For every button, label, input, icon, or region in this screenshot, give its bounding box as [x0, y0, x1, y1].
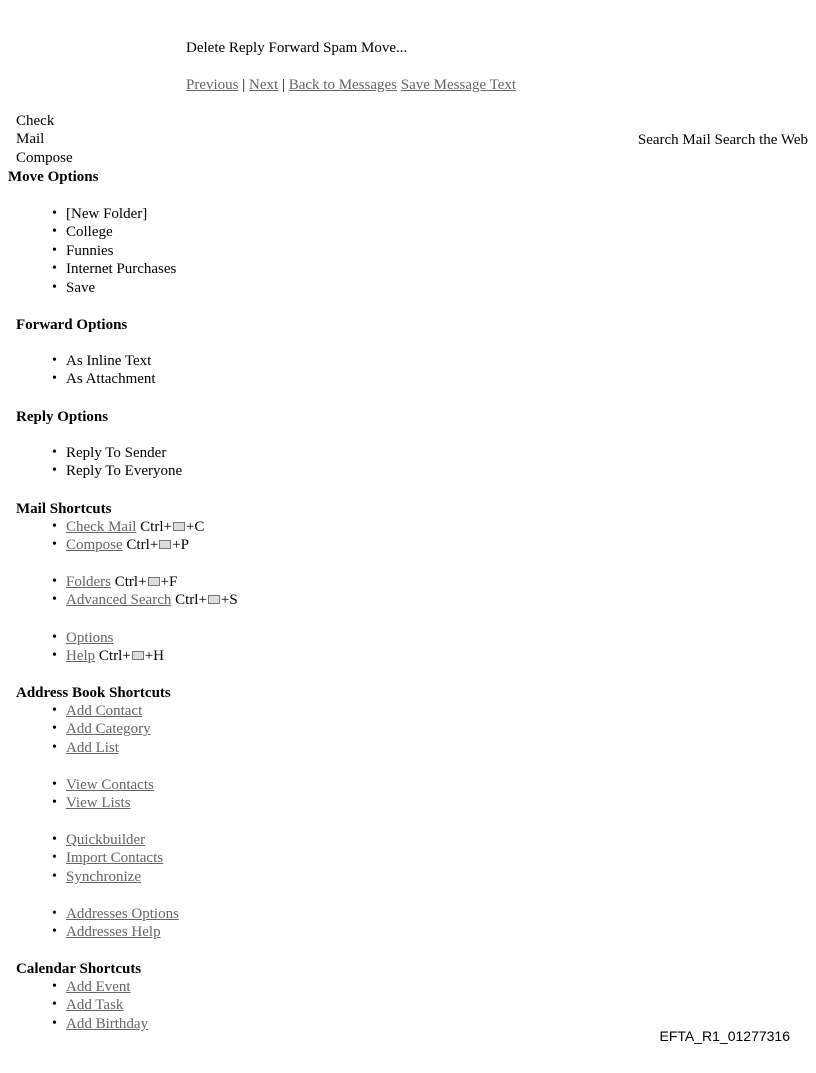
shortcut-key: Ctrl+ [114, 574, 147, 590]
address-book-list-3 [16, 831, 163, 886]
options-link[interactable]: Options [66, 630, 114, 646]
move-option-funnies[interactable]: • Funnies [16, 242, 176, 260]
help-link[interactable]: Help [66, 648, 96, 665]
list-item [16, 905, 179, 923]
addresses-options-link[interactable]: Addresses Options [66, 906, 179, 922]
shortcut-key: +S [220, 592, 238, 609]
address-book-list-1 [16, 702, 151, 757]
move-options-heading: Move Options [8, 169, 99, 185]
left-navigation [16, 112, 73, 167]
move-option-new-folder[interactable]: • [New Folder] [16, 205, 176, 223]
list-item [16, 739, 151, 757]
forward-inline-option[interactable]: • As Inline Text [16, 352, 156, 370]
shortcut-key: Ctrl+ [175, 592, 207, 609]
list-item [16, 868, 163, 886]
calendar-shortcuts-heading: Calendar Shortcuts [16, 961, 142, 977]
shortcut-check-mail [16, 518, 204, 536]
nav-separator: | [242, 77, 246, 93]
search-mail-button[interactable]: Search Mail [637, 132, 711, 148]
previous-link[interactable]: Previous [186, 77, 239, 93]
addresses-help-link[interactable]: Addresses Help [66, 924, 161, 941]
move-options-list [16, 205, 176, 297]
search-bar [638, 131, 808, 149]
shortcut-options [16, 629, 164, 647]
forward-options-heading: Forward Options [16, 317, 128, 333]
shortcut-key: Ctrl+ [140, 519, 172, 535]
move-option-internet-purchases[interactable]: • Internet Purchases [16, 260, 176, 278]
mail-shortcuts-list [16, 518, 204, 555]
check-mail-link[interactable]: Check Mail [66, 519, 137, 535]
move-option-college[interactable]: • College [16, 223, 176, 241]
add-contact-link[interactable]: Add Contact [66, 703, 143, 719]
document-id-label: EFTA_R1_01277316 [659, 1028, 790, 1044]
save-message-text-link[interactable]: Save Message Text [400, 77, 517, 93]
shortcut-key: Ctrl+ [98, 648, 131, 665]
move-button[interactable]: Move... [360, 40, 408, 56]
reply-everyone-option[interactable]: • Reply To Everyone [16, 462, 182, 480]
forward-attachment-option[interactable]: • As Attachment [16, 370, 156, 388]
nav-separator: | [281, 77, 285, 93]
reply-button[interactable]: Reply [228, 40, 265, 56]
key-glyph-icon [132, 651, 144, 660]
back-to-messages-link[interactable]: Back to Messages [288, 77, 398, 93]
check-label: Check [16, 113, 55, 129]
address-book-shortcuts-heading: Address Book Shortcuts [16, 685, 171, 701]
list-item [16, 794, 154, 812]
address-book-list-4 [16, 905, 179, 942]
forward-button[interactable]: Forward [268, 40, 320, 56]
list-item [16, 978, 148, 996]
import-contacts-link[interactable]: Import Contacts [66, 850, 164, 867]
add-event-link[interactable]: Add Event [66, 979, 131, 995]
shortcut-key: +H [144, 648, 165, 665]
list-item [16, 849, 163, 867]
shortcut-folders [16, 573, 238, 591]
shortcut-key: +P [172, 537, 190, 554]
key-glyph-icon [148, 577, 160, 586]
mail-shortcuts-heading: Mail Shortcuts [16, 501, 112, 517]
add-birthday-link[interactable]: Add Birthday [66, 1015, 149, 1032]
message-navigation [186, 76, 516, 94]
reply-options-list [16, 444, 182, 481]
list-item [16, 831, 163, 849]
shortcut-key: +F [160, 574, 178, 590]
key-glyph-icon [208, 595, 220, 604]
shortcut-help [16, 647, 164, 665]
list-item [16, 996, 148, 1014]
compose-button[interactable]: Compose [16, 149, 73, 166]
reply-sender-option[interactable]: • Reply To Sender [16, 444, 182, 462]
mail-shortcuts-list-3 [16, 629, 164, 666]
quickbuilder-link[interactable]: Quickbuilder [66, 832, 146, 848]
mail-shortcuts-list-2 [16, 573, 238, 610]
reply-options-heading: Reply Options [16, 409, 109, 425]
list-item [16, 702, 151, 720]
list-item [16, 1015, 148, 1033]
address-book-list-2 [16, 776, 154, 813]
add-list-link[interactable]: Add List [66, 739, 119, 756]
view-lists-link[interactable]: View Lists [66, 795, 131, 812]
list-item [16, 720, 151, 738]
mail-label: Mail [16, 131, 45, 148]
move-option-save[interactable]: • Save [16, 279, 176, 297]
list-item [16, 776, 154, 794]
search-web-button[interactable]: Search the Web [714, 132, 808, 148]
advanced-search-link[interactable]: Advanced Search [66, 592, 172, 609]
view-contacts-link[interactable]: View Contacts [66, 777, 154, 793]
calendar-shortcuts-list [16, 978, 148, 1033]
shortcut-compose [16, 536, 204, 554]
check-mail-button[interactable] [16, 112, 73, 149]
compose-link[interactable]: Compose [66, 537, 123, 554]
forward-options-list [16, 352, 156, 389]
folders-link[interactable]: Folders [66, 574, 111, 590]
key-glyph-icon [159, 540, 171, 549]
synchronize-link[interactable]: Synchronize [66, 868, 141, 885]
list-item [16, 923, 179, 941]
spam-button[interactable]: Spam [323, 40, 358, 56]
add-category-link[interactable]: Add Category [66, 721, 151, 738]
shortcut-advanced-search [16, 591, 238, 609]
shortcut-key: Ctrl+ [126, 537, 159, 554]
message-toolbar [186, 39, 407, 57]
key-glyph-icon [173, 522, 185, 531]
delete-button[interactable]: Delete [186, 40, 226, 56]
shortcut-key: +C [185, 519, 205, 535]
next-link[interactable]: Next [249, 77, 279, 93]
add-task-link[interactable]: Add Task [66, 997, 124, 1014]
